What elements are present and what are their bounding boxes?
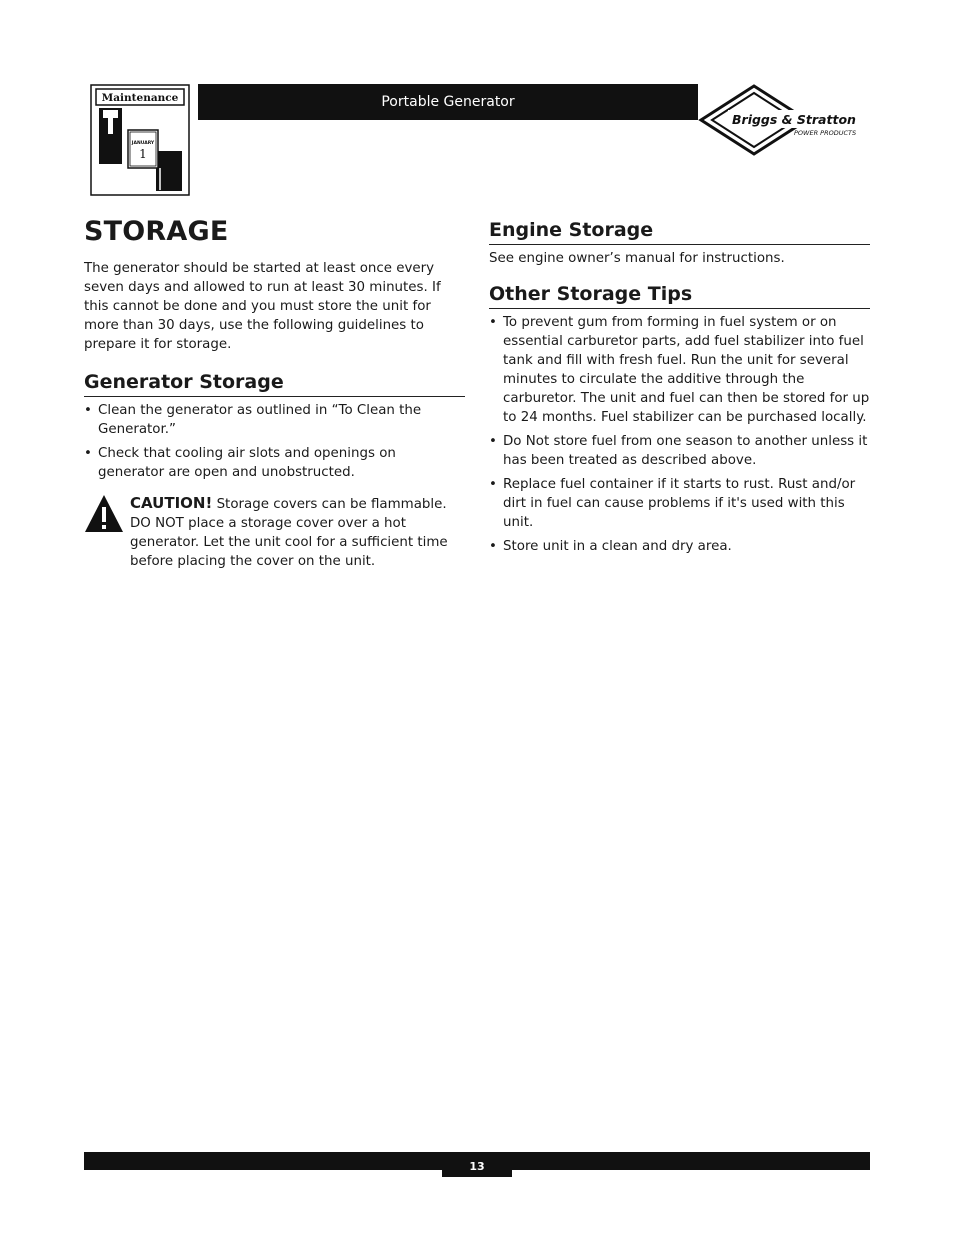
brand-sub: POWER PRODUCTS [794,129,857,137]
generator-storage-list [84,401,465,482]
list-item: • To prevent gum from forming in fuel system or on essential carburetor parts, add fuel stabilizer into fuel tank and fill with fresh fuel. Run the unit for several minutes to circulate the additive through the carburetor. The unit and fuel can then be stored for up to 24 months. Fuel stabilizer can be purchased locally. [489,315,870,425]
list-item: • Clean the generator as outlined in “To Clean the Generator.” [84,403,422,437]
list-item-text: Check that cooling air slots and openings on generator are open and unobstructed. [98,446,396,480]
list-item-text: Do Not store fuel from one season to another unless it has been treated as described above. [503,434,868,468]
caution-text: Storage covers can be flammable. DO NOT place a storage cover over a hot generator. Let the unit cool for a sufficient time before placing the cover on the unit. [130,497,448,569]
header-title: Portable Generator [381,94,515,110]
page-title: STORAGE [84,216,229,247]
right-column [489,218,870,561]
list-item: • Check that cooling air slots and openings on generator are open and unobstructed. [84,446,396,480]
maintenance-badge-icon [90,84,190,196]
list-item-text: Clean the generator as outlined in “To Clean the Generator.” [98,403,422,437]
brand-name: Briggs & Stratton [732,112,856,127]
list-item-text: Replace fuel container if it starts to rust. Rust and/or dirt in fuel can cause problems if it's used with this unit. [503,477,856,530]
engine-storage-heading: Engine Storage [489,218,870,245]
other-storage-tips-heading: Other Storage Tips [489,282,870,309]
list-item-text: Store unit in a clean and dry area. [503,539,732,554]
warning-triangle-icon [84,494,124,534]
calendar-month: JANUARY [131,141,155,146]
list-item: • Store unit in a clean and dry area. [489,539,732,554]
briggs-stratton-logo-icon [698,84,873,156]
caution-box [84,494,465,571]
caution-label: CAUTION! [130,494,213,512]
other-storage-tips-list [489,313,870,556]
left-column [84,259,465,571]
list-item-text: To prevent gum from forming in fuel system or on essential carburetor parts, add fuel stabilizer into fuel tank and fill with fresh fuel. Run the unit for several minutes to circulate the additive through the carburetor. The unit and fuel can then be stored for up to 24 months. Fuel stabilizer can be purchased locally. [503,315,870,425]
intro-paragraph: The generator should be started at least once every seven days and allowed to run at least 30 minutes. If this cannot be done and you must store the unit for more than 30 days, use the following guidelines to prepare it for storage. [84,261,441,352]
header-bar [198,84,698,120]
calendar-day: 1 [139,147,147,161]
page-number: 13 [442,1155,512,1177]
generator-storage-heading: Generator Storage [84,370,465,397]
list-item: • Do Not store fuel from one season to another unless it has been treated as described above. [489,434,868,468]
list-item: • Replace fuel container if it starts to rust. Rust and/or dirt in fuel can cause problems if it's used with this unit. [489,477,856,530]
badge-label: Maintenance [101,92,179,104]
engine-storage-text: See engine owner’s manual for instructions. [489,251,785,266]
